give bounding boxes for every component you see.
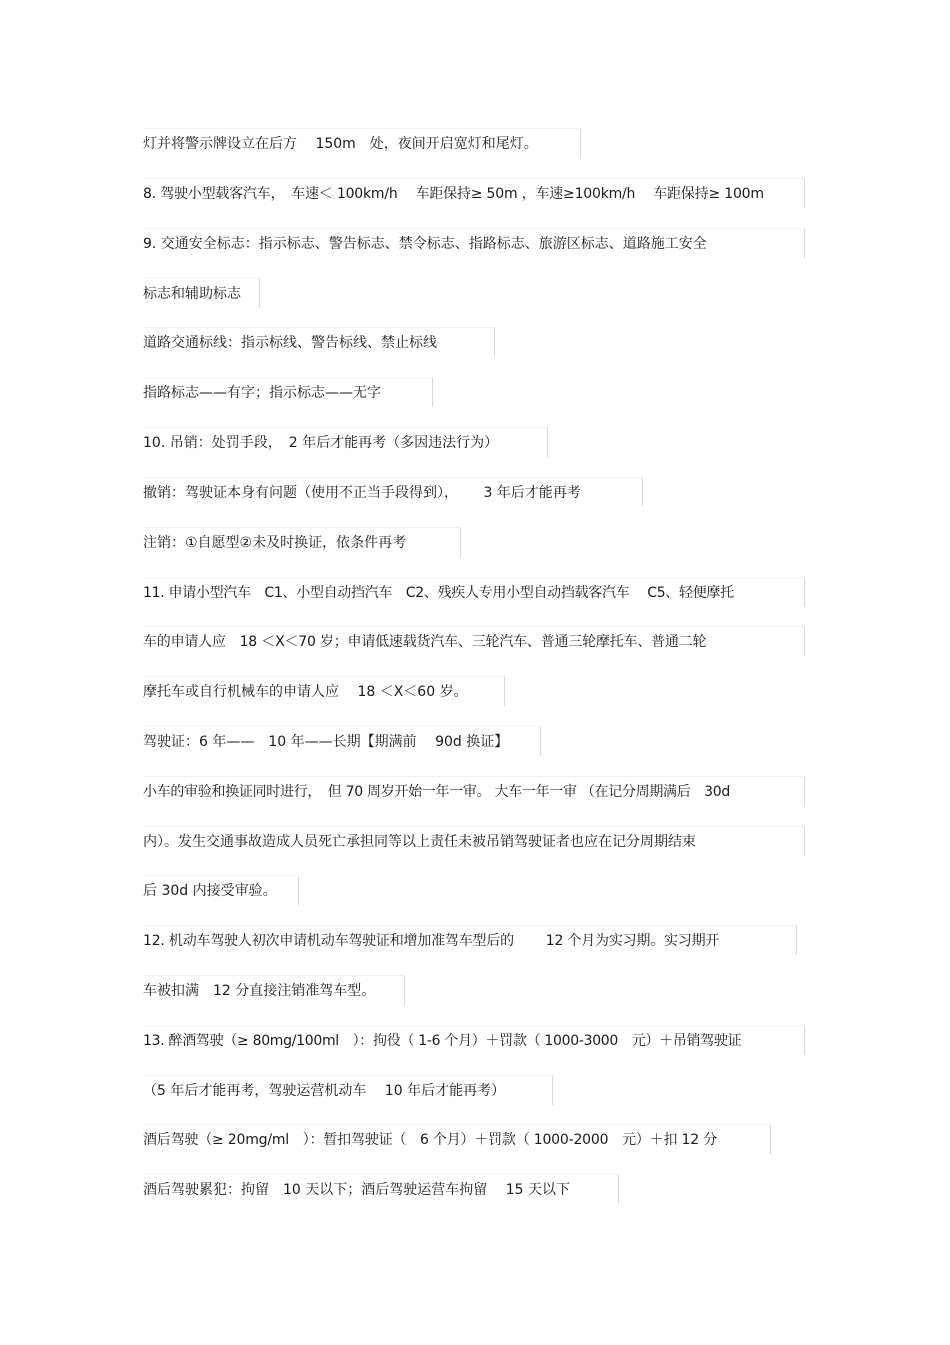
text-line: 12. 机动车驾驶人初次申请机动车驾驶证和增加准驾车型后的 12 个月为实习期。实习期开	[143, 925, 797, 955]
text-line: 酒后驾驶（≥ 20mg/ml ）：暂扣驾驶证（ 6 个月）＋罚款（ 1000-2000 元）＋扣 12 分	[143, 1124, 771, 1154]
text-line: （5 年后才能再考，驾驶运营机动车 10 年后才能再考）	[143, 1075, 553, 1105]
text-line: 9. 交通安全标志：指示标志、警告标志、禁令标志、指路标志、旅游区标志、道路施工安全	[143, 228, 805, 258]
text-line: 11. 申请小型汽车 C1、小型自动挡汽车 C2、残疾人专用小型自动挡载客汽车 C5、轻便摩托	[143, 577, 805, 607]
text-line: 内）。发生交通事故造成人员死亡承担同等以上责任未被吊销驾驶证者也应在记分周期结束	[143, 826, 805, 856]
text-line: 注销：①自愿型②未及时换证，依条件再考	[143, 527, 461, 557]
text-line: 13. 醉酒驾驶（≥ 80mg/100ml ）：拘役（ 1-6 个月）＋罚款（ 1000-3000 元）＋吊销驾驶证	[143, 1025, 805, 1055]
text-line: 酒后驾驶累犯：拘留 10 天以下；酒后驾驶运营车拘留 15 天以下	[143, 1174, 619, 1204]
text-line: 道路交通标线：指示标线、警告标线、禁止标线	[143, 327, 495, 357]
text-line: 标志和辅助标志	[143, 278, 260, 308]
text-line: 驾驶证：6 年—— 10 年——长期【期满前 90d 换证】	[143, 726, 541, 756]
text-line: 车被扣满 12 分直接注销准驾车型。	[143, 975, 405, 1005]
text-line: 指路标志——有字；指示标志——无字	[143, 377, 433, 407]
text-line: 撤销：驾驶证本身有问题（使用不正当手段得到）， 3 年后才能再考	[143, 477, 643, 507]
text-line: 摩托车或自行机械车的申请人应 18 ＜X＜60 岁。	[143, 676, 505, 706]
text-line: 小车的审验和换证同时进行， 但 70 周岁开始一年一审。 大车一年一审 （在记分周期满后 30d	[143, 776, 805, 806]
text-line: 灯并将警示牌设立在后方 150m 处，夜间开启宽灯和尾灯。	[143, 128, 581, 158]
text-line: 车的申请人应 18 ＜X＜70 岁；申请低速载货汽车、三轮汽车、普通三轮摩托车、普通二轮	[143, 626, 805, 656]
text-line: 8. 驾驶小型载客汽车， 车速＜ 100km/h 车距保持≥ 50m ，车速≥100km/h 车距保持≥ 100m	[143, 178, 805, 208]
text-line: 后 30d 内接受审验。	[143, 875, 299, 905]
text-line: 10. 吊销：处罚手段， 2 年后才能再考（多因违法行为）	[143, 427, 548, 457]
